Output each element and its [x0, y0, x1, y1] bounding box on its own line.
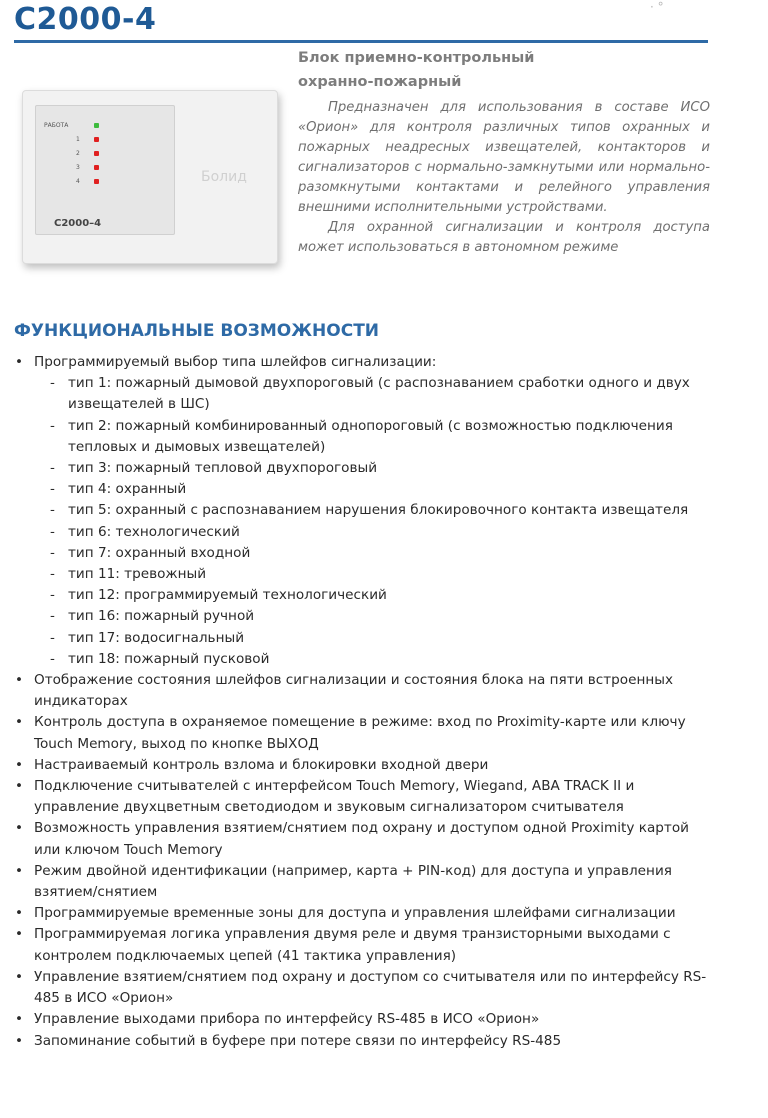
feature-item	[14, 776, 716, 818]
description-paragraph-2: Для охранной сигнализации и контроля доступа может использоваться в автономном режиме	[298, 220, 710, 255]
loop-types-list	[14, 373, 716, 670]
loop-type-item	[14, 522, 716, 543]
led-label-2: 2	[76, 150, 80, 157]
corner-mark: · °	[650, 0, 664, 14]
device-logo: Болид	[201, 169, 247, 185]
loop-type-item	[14, 649, 716, 670]
dash-marker: -	[50, 629, 55, 646]
bullet-icon: •	[15, 926, 24, 943]
led-zone-1-indicator	[94, 137, 99, 142]
feature-item-loop-types	[14, 352, 716, 373]
loop-type-text: тип 2: пожарный комбинированный однопороговый (с возможностью подключения тепловых и дымовых извещателей)	[68, 417, 673, 455]
feature-item	[14, 967, 716, 1009]
bullet-icon: •	[15, 354, 24, 370]
loop-type-item	[14, 543, 716, 564]
loop-type-text: тип 11: тревожный	[68, 566, 207, 583]
led-zone-2-indicator	[94, 151, 99, 156]
loop-type-text: тип 1: пожарный дымовой двухпороговый (с распознаванием сработки одного и двух извещателей в ШС)	[68, 375, 690, 413]
feature-text: Программируемые временные зоны для доступа и управления шлейфами сигнализации	[34, 905, 676, 922]
feature-text: Запоминание событий в буфере при потере связи по интерфейсу RS-485	[34, 1032, 562, 1049]
loop-type-text: тип 16: пожарный ручной	[68, 608, 255, 625]
loop-type-item	[14, 458, 716, 479]
bullet-icon: •	[15, 820, 24, 837]
led-label-4: 4	[76, 178, 80, 185]
description-paragraph-1: Предназначен для использования в составе ИСО «Орион» для контроля различных типов охранных и пожарных неадресных извещателей, контакторов и сигнализаторов с нормально-замкнутыми или нормально-разомкнутыми контактами и релейного управления внешними исполнительными устройствами.	[298, 100, 710, 215]
led-zone-3-indicator	[94, 165, 99, 170]
dash-marker: -	[50, 650, 55, 667]
dash-marker: -	[50, 502, 55, 519]
feature-text: Возможность управления взятием/снятием под охрану и доступом одной Proximity картой или ключом Touch Memory	[34, 820, 689, 858]
features-list	[14, 352, 716, 1052]
feature-item	[14, 755, 716, 776]
feature-item	[14, 818, 716, 860]
loop-type-text: тип 5: охранный с распознаванием нарушения блокировочного контакта извещателя	[68, 502, 689, 519]
dash-marker: -	[50, 608, 55, 625]
feature-items	[14, 670, 716, 1052]
feature-item	[14, 924, 716, 966]
bullet-icon: •	[15, 905, 24, 922]
bullet-icon: •	[15, 756, 24, 773]
feature-text: Программируемая логика управления двумя реле и двумя транзисторными выходами с контролем подключаемых цепей (41 тактика управления)	[34, 926, 671, 964]
loop-type-text: тип 12: программируемый технологический	[68, 587, 387, 604]
product-description	[298, 98, 710, 258]
feature-text: Подключение считывателей с интерфейсом Touch Memory, Wiegand, ABA TRACK II и управление двухцветным светодиодом и звуковым сигнализатором считывателя	[34, 778, 635, 816]
page-title: С2000-4	[14, 2, 157, 37]
features-heading: ФУНКЦИОНАЛЬНЫЕ ВОЗМОЖНОСТИ	[14, 321, 380, 341]
loop-type-text: тип 17: водосигнальный	[68, 629, 245, 646]
bullet-icon: •	[15, 1011, 24, 1028]
dash-marker: -	[50, 544, 55, 561]
dash-marker: -	[50, 375, 55, 392]
led-label-1: 1	[76, 136, 80, 143]
led-work-label: РАБОТА	[44, 122, 69, 129]
feature-text: Программируемый выбор типа шлейфов сигнализации:	[34, 354, 437, 370]
bullet-icon: •	[15, 714, 24, 731]
loop-type-item	[14, 373, 716, 415]
dash-marker: -	[50, 523, 55, 540]
feature-item	[14, 670, 716, 712]
feature-item	[14, 1009, 716, 1030]
feature-item	[14, 861, 716, 903]
feature-text: Отображение состояния шлейфов сигнализации и состояния блока на пяти встроенных индикаторах	[34, 672, 674, 710]
dash-marker: -	[50, 460, 55, 477]
feature-item	[14, 1031, 716, 1052]
device-front-panel	[35, 105, 175, 235]
loop-type-text: тип 4: охранный	[68, 481, 187, 498]
bullet-icon: •	[15, 778, 24, 795]
dash-marker: -	[50, 587, 55, 604]
loop-type-text: тип 18: пожарный пусковой	[68, 650, 270, 667]
loop-type-item	[14, 479, 716, 500]
led-zone-4-indicator	[94, 179, 99, 184]
loop-type-item	[14, 416, 716, 458]
feature-text: Контроль доступа в охраняемое помещение в режиме: вход по Proximity-карте или ключу Touch Memory, выход по кнопке ВЫХОД	[34, 714, 686, 752]
bullet-icon: •	[15, 1032, 24, 1049]
product-subtitle	[298, 46, 598, 94]
feature-item	[14, 712, 716, 754]
device-model-label: С2000–4	[54, 218, 102, 229]
feature-text: Управление взятием/снятием под охрану и доступом со считывателя или по интерфейсу RS-485 в ИСО «Орион»	[34, 968, 707, 1007]
feature-text: Управление выходами прибора по интерфейсу RS-485 в ИСО «Орион»	[34, 1011, 540, 1028]
dash-marker: -	[50, 481, 55, 498]
loop-type-text: тип 6: технологический	[68, 523, 240, 540]
loop-type-item	[14, 606, 716, 627]
device-photo	[22, 90, 278, 264]
dash-marker: -	[50, 417, 55, 434]
feature-item	[14, 903, 716, 924]
led-label-3: 3	[76, 164, 80, 171]
subtitle-line-2: охранно-пожарный	[298, 74, 462, 90]
bullet-icon: •	[15, 672, 24, 689]
bullet-icon: •	[15, 968, 24, 985]
loop-type-item	[14, 564, 716, 585]
subtitle-line-1: Блок приемно-контрольный	[298, 50, 535, 66]
title-underline	[14, 40, 708, 43]
loop-type-item	[14, 585, 716, 606]
bullet-icon: •	[15, 862, 24, 879]
led-work-indicator	[94, 123, 99, 128]
feature-text: Настраиваемый контроль взлома и блокировки входной двери	[34, 756, 489, 773]
loop-type-item	[14, 628, 716, 649]
loop-type-item	[14, 500, 716, 521]
loop-type-text: тип 7: охранный входной	[68, 544, 251, 561]
dash-marker: -	[50, 566, 55, 583]
feature-text: Режим двойной идентификации (например, карта + PIN-код) для доступа и управления взятием/снятием	[34, 862, 672, 901]
loop-type-text: тип 3: пожарный тепловой двухпороговый	[68, 460, 378, 477]
